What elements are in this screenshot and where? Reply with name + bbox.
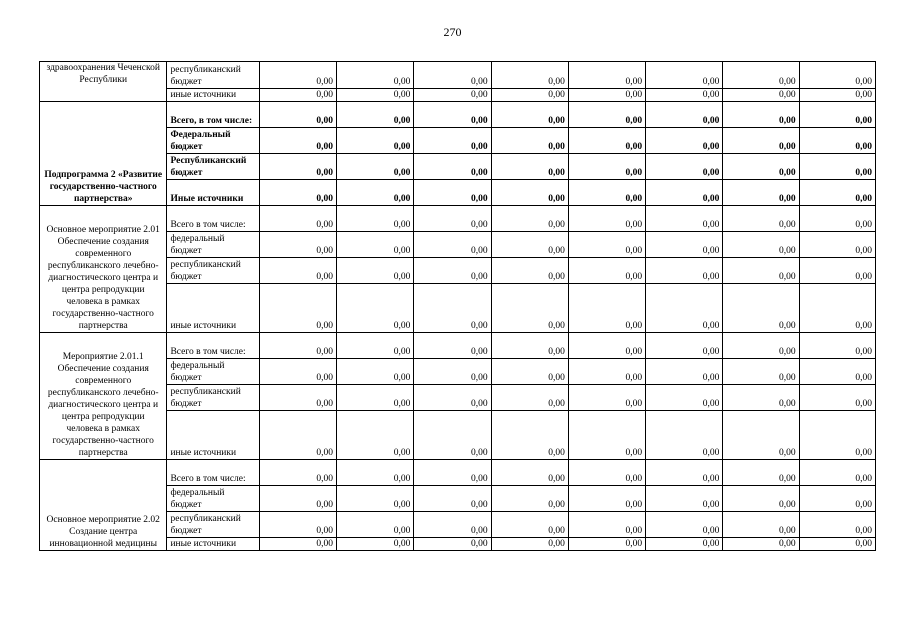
value-cell: 0,00	[568, 232, 645, 258]
value-cell: 0,00	[568, 206, 645, 232]
value-cell: 0,00	[491, 359, 568, 385]
value-cell: 0,00	[414, 512, 491, 538]
value-cell: 0,00	[568, 486, 645, 512]
value-cell: 0,00	[414, 538, 491, 551]
table-row	[40, 62, 876, 89]
funding-source-cell: федеральный бюджет	[167, 232, 259, 258]
value-cell: 0,00	[646, 180, 723, 206]
value-cell: 0,00	[646, 333, 723, 359]
funding-source-cell: федеральный бюджет	[167, 486, 259, 512]
value-cell: 0,00	[491, 89, 568, 102]
page-number: 270	[443, 25, 462, 39]
funding-source-cell: Республиканский бюджет	[167, 154, 259, 180]
value-cell: 0,00	[414, 333, 491, 359]
value-cell: 0,00	[646, 460, 723, 486]
value-cell: 0,00	[799, 154, 875, 180]
value-cell: 0,00	[337, 258, 414, 284]
value-cell: 0,00	[337, 232, 414, 258]
value-cell: 0,00	[568, 411, 645, 460]
funding-source-cell: иные источники	[167, 538, 259, 551]
value-cell: 0,00	[723, 359, 799, 385]
value-cell: 0,00	[799, 460, 875, 486]
funding-source-cell: иные источники	[167, 89, 259, 102]
value-cell: 0,00	[491, 460, 568, 486]
value-cell: 0,00	[414, 411, 491, 460]
funding-source-cell: республиканский бюджет	[167, 62, 259, 89]
value-cell: 0,00	[568, 62, 645, 89]
value-cell: 0,00	[491, 284, 568, 333]
value-cell: 0,00	[723, 284, 799, 333]
value-cell: 0,00	[414, 385, 491, 411]
value-cell: 0,00	[414, 154, 491, 180]
value-cell: 0,00	[259, 128, 336, 154]
value-cell: 0,00	[337, 89, 414, 102]
value-cell: 0,00	[646, 154, 723, 180]
value-cell: 0,00	[723, 232, 799, 258]
value-cell: 0,00	[337, 102, 414, 128]
value-cell: 0,00	[646, 258, 723, 284]
funding-source-cell: Федеральный бюджет	[167, 128, 259, 154]
value-cell: 0,00	[568, 284, 645, 333]
value-cell: 0,00	[646, 538, 723, 551]
table-row	[40, 460, 876, 486]
value-cell: 0,00	[259, 538, 336, 551]
value-cell: 0,00	[723, 206, 799, 232]
value-cell: 0,00	[799, 258, 875, 284]
value-cell: 0,00	[414, 102, 491, 128]
value-cell: 0,00	[723, 512, 799, 538]
value-cell: 0,00	[568, 359, 645, 385]
value-cell: 0,00	[259, 512, 336, 538]
value-cell: 0,00	[259, 486, 336, 512]
value-cell: 0,00	[646, 385, 723, 411]
program-name-cell: Основное мероприятие 2.02 Создание центра инновационной медицины	[40, 460, 167, 551]
value-cell: 0,00	[259, 89, 336, 102]
funding-source-cell: Всего в том числе:	[167, 460, 259, 486]
value-cell: 0,00	[259, 333, 336, 359]
value-cell: 0,00	[259, 62, 336, 89]
value-cell: 0,00	[646, 102, 723, 128]
funding-source-cell: Всего в том числе:	[167, 333, 259, 359]
value-cell: 0,00	[259, 154, 336, 180]
value-cell: 0,00	[337, 359, 414, 385]
value-cell: 0,00	[337, 538, 414, 551]
value-cell: 0,00	[723, 180, 799, 206]
value-cell: 0,00	[259, 411, 336, 460]
value-cell: 0,00	[646, 232, 723, 258]
value-cell: 0,00	[259, 359, 336, 385]
funding-source-cell: иные источники	[167, 284, 259, 333]
funding-source-cell: республиканский бюджет	[167, 258, 259, 284]
value-cell: 0,00	[259, 206, 336, 232]
value-cell: 0,00	[568, 538, 645, 551]
value-cell: 0,00	[414, 128, 491, 154]
value-cell: 0,00	[491, 232, 568, 258]
value-cell: 0,00	[414, 258, 491, 284]
value-cell: 0,00	[491, 180, 568, 206]
value-cell: 0,00	[568, 102, 645, 128]
value-cell: 0,00	[414, 486, 491, 512]
value-cell: 0,00	[491, 206, 568, 232]
value-cell: 0,00	[259, 385, 336, 411]
value-cell: 0,00	[799, 411, 875, 460]
program-name-cell: Подпрограмма 2 «Развитие государственно-частного партнерства»	[40, 102, 167, 206]
funding-source-cell: Иные источники	[167, 180, 259, 206]
value-cell: 0,00	[414, 284, 491, 333]
value-cell: 0,00	[799, 385, 875, 411]
value-cell: 0,00	[491, 512, 568, 538]
value-cell: 0,00	[337, 180, 414, 206]
value-cell: 0,00	[337, 460, 414, 486]
funding-source-cell: республиканский бюджет	[167, 512, 259, 538]
value-cell: 0,00	[414, 232, 491, 258]
value-cell: 0,00	[723, 62, 799, 89]
value-cell: 0,00	[491, 62, 568, 89]
value-cell: 0,00	[799, 232, 875, 258]
value-cell: 0,00	[799, 538, 875, 551]
value-cell: 0,00	[799, 89, 875, 102]
value-cell: 0,00	[646, 284, 723, 333]
value-cell: 0,00	[259, 258, 336, 284]
value-cell: 0,00	[799, 333, 875, 359]
funding-source-cell: Всего, в том числе:	[167, 102, 259, 128]
value-cell: 0,00	[799, 128, 875, 154]
value-cell: 0,00	[259, 284, 336, 333]
value-cell: 0,00	[414, 89, 491, 102]
funding-source-cell: федеральный бюджет	[167, 359, 259, 385]
value-cell: 0,00	[491, 538, 568, 551]
value-cell: 0,00	[723, 538, 799, 551]
value-cell: 0,00	[491, 333, 568, 359]
value-cell: 0,00	[568, 128, 645, 154]
value-cell: 0,00	[799, 206, 875, 232]
table-row	[40, 206, 876, 232]
value-cell: 0,00	[646, 206, 723, 232]
value-cell: 0,00	[646, 89, 723, 102]
value-cell: 0,00	[646, 512, 723, 538]
value-cell: 0,00	[337, 411, 414, 460]
value-cell: 0,00	[259, 102, 336, 128]
value-cell: 0,00	[259, 460, 336, 486]
value-cell: 0,00	[414, 460, 491, 486]
value-cell: 0,00	[799, 359, 875, 385]
value-cell: 0,00	[723, 486, 799, 512]
value-cell: 0,00	[799, 486, 875, 512]
value-cell: 0,00	[337, 154, 414, 180]
value-cell: 0,00	[337, 333, 414, 359]
value-cell: 0,00	[568, 258, 645, 284]
value-cell: 0,00	[723, 89, 799, 102]
value-cell: 0,00	[723, 333, 799, 359]
value-cell: 0,00	[414, 180, 491, 206]
value-cell: 0,00	[337, 486, 414, 512]
value-cell: 0,00	[491, 128, 568, 154]
value-cell: 0,00	[799, 102, 875, 128]
funding-source-cell: республиканский бюджет	[167, 385, 259, 411]
value-cell: 0,00	[646, 411, 723, 460]
funding-source-cell: Всего в том числе:	[167, 206, 259, 232]
value-cell: 0,00	[337, 206, 414, 232]
budget-table	[39, 61, 876, 551]
value-cell: 0,00	[799, 180, 875, 206]
value-cell: 0,00	[568, 180, 645, 206]
program-name-cell: Основное мероприятие 2.01 Обеспечение создания современного республиканского лечебно-диагностического центра и центра репродукции человека в рамках государственно-частного партнерства	[40, 206, 167, 333]
value-cell: 0,00	[491, 411, 568, 460]
value-cell: 0,00	[491, 385, 568, 411]
value-cell: 0,00	[568, 89, 645, 102]
value-cell: 0,00	[723, 128, 799, 154]
value-cell: 0,00	[646, 486, 723, 512]
value-cell: 0,00	[723, 460, 799, 486]
value-cell: 0,00	[491, 102, 568, 128]
value-cell: 0,00	[646, 359, 723, 385]
value-cell: 0,00	[646, 62, 723, 89]
table-row	[40, 102, 876, 128]
value-cell: 0,00	[491, 154, 568, 180]
value-cell: 0,00	[568, 333, 645, 359]
value-cell: 0,00	[568, 512, 645, 538]
value-cell: 0,00	[646, 128, 723, 154]
value-cell: 0,00	[799, 284, 875, 333]
value-cell: 0,00	[723, 385, 799, 411]
value-cell: 0,00	[568, 385, 645, 411]
program-name-cell: здравоохранения Чеченской Республики	[40, 62, 167, 102]
value-cell: 0,00	[723, 411, 799, 460]
value-cell: 0,00	[491, 258, 568, 284]
value-cell: 0,00	[799, 512, 875, 538]
table-row	[40, 333, 876, 359]
value-cell: 0,00	[337, 62, 414, 89]
value-cell: 0,00	[337, 385, 414, 411]
value-cell: 0,00	[568, 460, 645, 486]
value-cell: 0,00	[259, 180, 336, 206]
value-cell: 0,00	[337, 128, 414, 154]
value-cell: 0,00	[723, 258, 799, 284]
program-name-cell: Мероприятие 2.01.1 Обеспечение создания современного республиканского лечебно-диагностического центра и центра репродукции человека в рамках государственно-частного партнерства	[40, 333, 167, 460]
value-cell: 0,00	[337, 512, 414, 538]
value-cell: 0,00	[568, 154, 645, 180]
value-cell: 0,00	[799, 62, 875, 89]
value-cell: 0,00	[414, 206, 491, 232]
value-cell: 0,00	[414, 62, 491, 89]
value-cell: 0,00	[723, 154, 799, 180]
value-cell: 0,00	[491, 486, 568, 512]
value-cell: 0,00	[259, 232, 336, 258]
value-cell: 0,00	[337, 284, 414, 333]
value-cell: 0,00	[414, 359, 491, 385]
funding-source-cell: иные источники	[167, 411, 259, 460]
value-cell: 0,00	[723, 102, 799, 128]
